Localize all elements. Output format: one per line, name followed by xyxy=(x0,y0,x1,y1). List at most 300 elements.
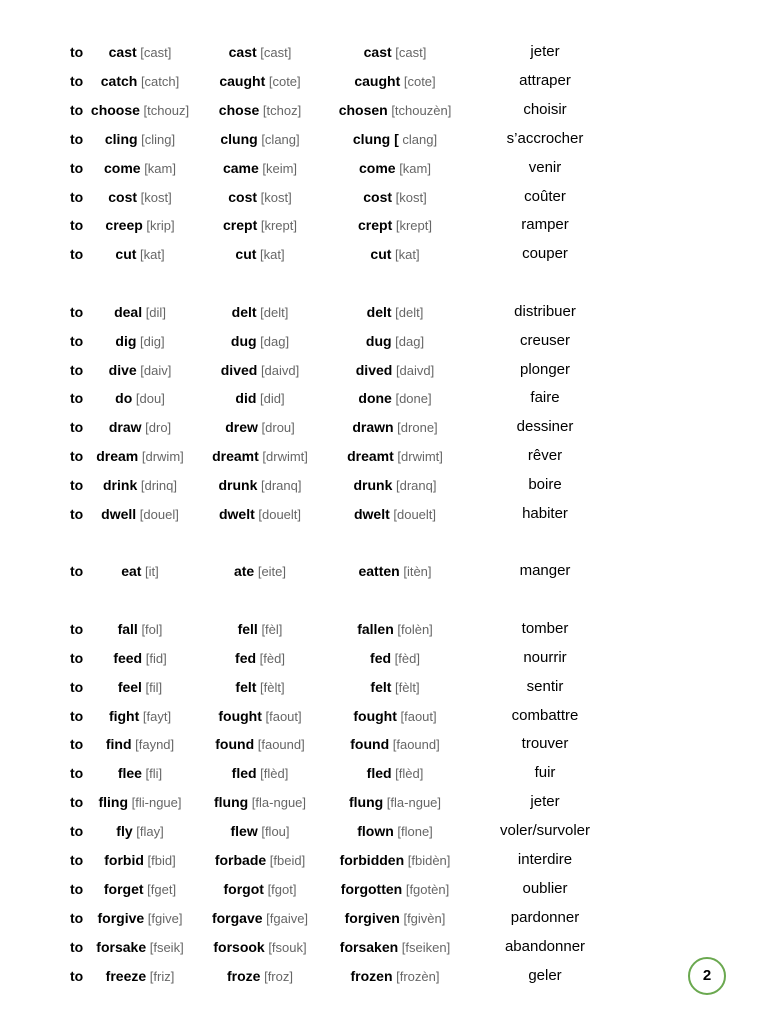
french-translation: couper xyxy=(522,245,568,263)
to-particle: to xyxy=(70,361,84,378)
french-translation: oublier xyxy=(522,879,568,897)
infinitive-phonetic: [fayt] xyxy=(139,708,172,724)
participle-word: fallen xyxy=(357,620,394,637)
past-cell xyxy=(219,475,302,496)
past-cell xyxy=(228,187,291,208)
infinitive-word: fling xyxy=(98,794,129,811)
infinitive-cell xyxy=(101,504,179,525)
page-number-badge: 2 xyxy=(688,957,726,995)
to-particle: to xyxy=(70,303,84,320)
participle-word: found xyxy=(350,736,390,753)
past-word: dived xyxy=(220,361,258,378)
verb-row xyxy=(0,417,768,437)
to-particle: to xyxy=(70,852,84,868)
to-particle: to xyxy=(70,823,84,840)
participle-cell xyxy=(357,821,433,842)
participle-word: dreamt xyxy=(347,448,394,465)
past-phonetic: [kat] xyxy=(256,247,285,263)
verb-row xyxy=(0,42,768,62)
infinitive-word: feel xyxy=(117,678,142,695)
participle-phonetic: [tchouzèn] xyxy=(387,102,452,118)
infinitive-word: do xyxy=(115,390,133,407)
infinitive-phonetic: [kat] xyxy=(136,247,165,263)
infinitive-phonetic: [fseik] xyxy=(146,939,184,955)
infinitive-cell xyxy=(96,446,184,467)
participle-phonetic: [dag] xyxy=(391,333,425,349)
infinitive-cell xyxy=(109,360,172,381)
infinitive-word: feed xyxy=(113,649,143,666)
participle-word: clung [ xyxy=(352,130,399,147)
french-translation: distribuer xyxy=(514,302,576,320)
past-word: delt xyxy=(231,303,257,320)
past-cell xyxy=(219,504,301,525)
infinitive-phonetic: [fli] xyxy=(141,766,163,782)
infinitive-word: fly xyxy=(116,823,133,840)
french-translation: dessiner xyxy=(516,418,574,436)
participle-cell xyxy=(353,706,436,727)
infinitive-cell xyxy=(96,937,183,958)
infinitive-cell xyxy=(101,71,180,92)
participle-word: done xyxy=(358,390,392,407)
french-translation: attraper xyxy=(519,71,571,89)
french-translation: fuir xyxy=(534,764,556,782)
past-word: forbade xyxy=(214,852,267,868)
participle-word: forgotten xyxy=(340,880,403,897)
past-word: crept xyxy=(223,217,258,234)
past-cell xyxy=(215,850,305,871)
infinitive-phonetic: [daiv] xyxy=(136,362,172,378)
participle-phonetic: [faout] xyxy=(396,708,437,724)
participle-phonetic: [dranq] xyxy=(392,478,437,494)
participle-cell xyxy=(340,850,451,871)
infinitive-cell xyxy=(109,417,171,438)
infinitive-word: find xyxy=(105,736,132,753)
past-cell xyxy=(238,619,283,640)
infinitive-phonetic: [kam] xyxy=(140,160,176,176)
past-word: drew xyxy=(225,419,258,436)
past-phonetic: [flèd] xyxy=(256,766,289,782)
infinitive-cell xyxy=(116,821,163,842)
participle-phonetic: [cast] xyxy=(391,45,427,60)
infinitive-cell xyxy=(103,475,177,496)
infinitive-phonetic: [fli-ngue] xyxy=(128,795,182,811)
verb-row xyxy=(0,706,768,726)
french-translation: boire xyxy=(528,476,562,494)
past-word: dug xyxy=(230,332,257,349)
french-translation: choisir xyxy=(523,100,567,118)
past-cell xyxy=(229,42,292,63)
infinitive-phonetic: [faynd] xyxy=(131,737,175,753)
participle-phonetic: [itèn] xyxy=(399,564,432,580)
past-cell xyxy=(218,706,301,727)
participle-phonetic: [kam] xyxy=(395,160,431,176)
to-particle: to xyxy=(70,880,84,897)
past-word: fought xyxy=(218,707,262,724)
participle-word: come xyxy=(359,159,396,176)
infinitive-phonetic: [fgive] xyxy=(144,910,183,926)
french-translation: combattre xyxy=(511,706,579,724)
past-phonetic: [fgaive] xyxy=(262,910,309,926)
past-word: chose xyxy=(218,101,260,118)
past-word: dreamt xyxy=(212,448,259,465)
past-cell xyxy=(219,100,301,121)
french-translation: manger xyxy=(519,562,571,580)
past-cell xyxy=(230,821,289,842)
participle-word: frozen xyxy=(350,967,393,984)
participle-cell xyxy=(341,879,449,900)
participle-phonetic: [flone] xyxy=(393,824,433,840)
to-particle: to xyxy=(70,101,84,118)
past-cell xyxy=(212,908,308,929)
participle-word: felt xyxy=(370,678,392,695)
verb-row xyxy=(0,302,768,322)
past-word: clung xyxy=(220,130,258,147)
past-phonetic: [tchoz] xyxy=(259,102,302,118)
participle-cell xyxy=(367,302,424,323)
past-phonetic: [dranq] xyxy=(257,478,302,494)
infinitive-word: choose xyxy=(90,101,140,118)
participle-phonetic: [folèn] xyxy=(393,621,433,637)
participle-phonetic: [flèd] xyxy=(391,766,424,782)
past-cell xyxy=(223,215,297,236)
participle-word: forgiven xyxy=(344,909,400,926)
past-cell xyxy=(221,360,300,381)
participle-word: flung xyxy=(348,794,384,811)
infinitive-cell xyxy=(98,792,181,813)
infinitive-word: flee xyxy=(117,765,142,782)
past-word: felt xyxy=(235,678,257,695)
infinitive-phonetic: [it] xyxy=(141,564,159,580)
past-word: cost xyxy=(228,188,258,205)
participle-cell xyxy=(354,475,437,496)
participle-cell xyxy=(358,215,432,236)
infinitive-cell xyxy=(104,850,175,871)
past-word: froze xyxy=(227,967,261,984)
participle-word: eatten xyxy=(358,563,400,580)
past-phonetic: [clang] xyxy=(257,131,300,147)
to-particle: to xyxy=(70,563,84,580)
past-word: fled xyxy=(231,765,257,782)
participle-cell xyxy=(366,331,424,352)
past-cell xyxy=(231,331,289,352)
verb-row xyxy=(0,908,768,928)
participle-word: cost xyxy=(363,188,393,205)
to-particle: to xyxy=(70,246,84,263)
past-cell xyxy=(219,71,300,92)
french-translation: ramper xyxy=(521,216,569,234)
verb-row xyxy=(0,244,768,264)
to-particle: to xyxy=(70,736,84,753)
past-phonetic: [drwimt] xyxy=(258,449,308,465)
past-word: forgave xyxy=(211,909,263,926)
past-phonetic: [fgot] xyxy=(263,881,297,897)
infinitive-cell xyxy=(98,908,183,929)
past-word: cast xyxy=(228,44,257,60)
infinitive-word: catch xyxy=(100,72,138,89)
participle-word: dwelt xyxy=(353,506,390,522)
participle-cell xyxy=(350,734,439,755)
past-word: dwelt xyxy=(218,506,255,522)
infinitive-phonetic: [cast] xyxy=(136,45,172,60)
participle-cell xyxy=(352,417,437,438)
past-cell xyxy=(232,763,289,784)
participle-cell xyxy=(363,187,426,208)
past-word: drunk xyxy=(218,477,258,494)
to-particle: to xyxy=(70,44,84,60)
infinitive-phonetic: [flay] xyxy=(132,824,164,840)
past-phonetic: [delt] xyxy=(256,304,289,320)
participle-phonetic: [fbidèn] xyxy=(404,853,451,868)
to-particle: to xyxy=(70,707,84,724)
participle-cell xyxy=(339,100,452,121)
to-particle: to xyxy=(70,477,84,494)
infinitive-phonetic: [dro] xyxy=(141,420,172,436)
infinitive-cell xyxy=(109,42,172,63)
participle-phonetic: [delt] xyxy=(391,304,424,320)
infinitive-word: forgive xyxy=(97,909,145,926)
to-particle: to xyxy=(70,217,84,234)
participle-phonetic: [kost] xyxy=(392,189,427,205)
past-cell xyxy=(213,937,306,958)
infinitive-word: freeze xyxy=(105,967,147,984)
infinitive-phonetic: [tchouz] xyxy=(139,102,190,118)
participle-phonetic: [fèlt] xyxy=(391,679,420,695)
participle-word: cast xyxy=(363,44,392,60)
participle-cell xyxy=(356,360,435,381)
french-translation: trouver xyxy=(521,735,569,753)
infinitive-cell xyxy=(118,677,162,698)
past-phonetic: [dag] xyxy=(256,333,290,349)
infinitive-word: drink xyxy=(103,477,138,494)
infinitive-cell xyxy=(115,388,165,409)
infinitive-phonetic: [friz] xyxy=(146,968,175,984)
participle-word: dived xyxy=(355,361,393,378)
participle-cell xyxy=(347,446,443,467)
verb-row xyxy=(0,388,768,408)
participle-cell xyxy=(345,908,446,929)
participle-word: cut xyxy=(370,246,392,263)
to-particle: to xyxy=(70,72,84,89)
past-phonetic: [douelt] xyxy=(254,507,302,522)
french-translation: geler xyxy=(528,966,562,984)
participle-phonetic: [drwimt] xyxy=(393,449,443,465)
participle-phonetic: [drone] xyxy=(393,420,438,436)
infinitive-word: cost xyxy=(108,188,138,205)
past-phonetic: [flou] xyxy=(257,824,290,840)
infinitive-phonetic: [krip] xyxy=(142,218,175,234)
french-translation: interdire xyxy=(517,851,573,868)
infinitive-word: forget xyxy=(103,880,144,897)
participle-phonetic: [douelt] xyxy=(389,507,437,522)
participle-cell xyxy=(359,158,431,179)
participle-cell xyxy=(370,677,419,698)
participle-cell xyxy=(349,792,441,813)
past-word: fell xyxy=(237,620,258,637)
participle-phonetic: [fseiken] xyxy=(398,939,451,955)
verb-row xyxy=(0,331,768,351)
past-word: did xyxy=(235,390,257,407)
infinitive-word: forsake xyxy=(96,938,147,955)
past-phonetic: [fbeid] xyxy=(266,853,306,868)
past-word: flew xyxy=(230,823,258,840)
infinitive-cell xyxy=(113,648,166,669)
verb-row xyxy=(0,187,768,207)
past-phonetic: [krept] xyxy=(257,218,297,234)
infinitive-word: cut xyxy=(115,246,137,263)
infinitive-phonetic: [drinq] xyxy=(137,478,177,494)
infinitive-word: dwell xyxy=(101,506,137,522)
infinitive-cell xyxy=(118,763,162,784)
infinitive-cell xyxy=(105,129,175,150)
infinitive-cell xyxy=(91,100,189,121)
to-particle: to xyxy=(70,188,84,205)
french-translation: s’accrocher xyxy=(506,129,584,147)
past-word: found xyxy=(215,736,255,753)
participle-phonetic: [fgivèn] xyxy=(399,910,446,926)
past-word: caught xyxy=(219,72,266,89)
verb-row xyxy=(0,619,768,639)
to-particle: to xyxy=(70,419,84,436)
infinitive-phonetic: [fol] xyxy=(137,621,163,637)
participle-phonetic: [krept] xyxy=(392,218,432,234)
participle-word: fed xyxy=(370,649,392,666)
infinitive-word: eat xyxy=(121,563,142,580)
past-cell xyxy=(214,792,306,813)
verb-row xyxy=(0,792,768,812)
infinitive-word: dive xyxy=(108,361,137,378)
participle-phonetic: [daivd] xyxy=(392,362,435,378)
participle-phonetic: clang] xyxy=(398,131,438,147)
past-cell xyxy=(215,734,304,755)
to-particle: to xyxy=(70,159,84,176)
verb-row xyxy=(0,966,768,986)
participle-cell xyxy=(351,966,440,987)
infinitive-phonetic: [catch] xyxy=(137,73,180,89)
to-particle: to xyxy=(70,794,84,811)
past-phonetic: [did] xyxy=(256,391,285,407)
to-particle: to xyxy=(70,765,84,782)
past-cell xyxy=(232,302,289,323)
past-phonetic: [kost] xyxy=(257,189,292,205)
verb-row xyxy=(0,360,768,380)
infinitive-phonetic: [fil] xyxy=(141,679,163,695)
verb-row xyxy=(0,850,768,870)
infinitive-phonetic: [douel] xyxy=(136,507,179,522)
participle-word: forsaken xyxy=(339,938,399,955)
past-phonetic: [daivd] xyxy=(257,362,300,378)
to-particle: to xyxy=(70,649,84,666)
past-phonetic: [fèd] xyxy=(256,650,285,666)
participle-phonetic: [kat] xyxy=(391,247,420,263)
infinitive-word: cast xyxy=(108,44,137,60)
infinitive-cell xyxy=(105,215,174,236)
participle-cell xyxy=(353,129,437,150)
verb-row xyxy=(0,937,768,957)
french-translation: coûter xyxy=(524,187,566,205)
infinitive-phonetic: [drwim] xyxy=(138,449,184,465)
french-translation: jeter xyxy=(530,43,560,60)
infinitive-word: deal xyxy=(114,303,143,320)
infinitive-cell xyxy=(115,244,164,265)
past-cell xyxy=(234,561,286,582)
past-phonetic: [keim] xyxy=(258,160,298,176)
infinitive-cell xyxy=(109,706,171,727)
infinitive-cell xyxy=(104,879,176,900)
participle-cell xyxy=(357,619,433,640)
participle-word: forbidden xyxy=(339,852,405,868)
infinitive-phonetic: [kost] xyxy=(137,189,172,205)
past-cell xyxy=(235,388,284,409)
to-particle: to xyxy=(70,506,84,522)
past-cell xyxy=(227,966,293,987)
past-phonetic: [fèl] xyxy=(257,621,283,637)
french-translation: creuser xyxy=(519,331,571,349)
to-particle: to xyxy=(70,938,84,955)
to-particle: to xyxy=(70,967,84,984)
past-phonetic: [faound] xyxy=(254,737,305,753)
past-cell xyxy=(220,129,299,150)
participle-word: delt xyxy=(366,303,392,320)
verb-row xyxy=(0,100,768,120)
infinitive-phonetic: [dil] xyxy=(142,304,166,320)
participle-phonetic: [frozèn] xyxy=(392,968,440,984)
past-cell xyxy=(223,158,297,179)
past-word: cut xyxy=(235,246,257,263)
infinitive-phonetic: [dou] xyxy=(132,391,165,407)
participle-cell xyxy=(367,763,424,784)
past-cell xyxy=(235,244,284,265)
to-particle: to xyxy=(70,620,84,637)
infinitive-phonetic: [dig] xyxy=(136,333,165,349)
infinitive-word: come xyxy=(104,159,141,176)
infinitive-word: forbid xyxy=(104,852,144,868)
past-word: fed xyxy=(235,649,257,666)
participle-phonetic: [cote] xyxy=(400,73,436,89)
participle-cell xyxy=(364,42,427,63)
to-particle: to xyxy=(70,390,84,407)
participle-phonetic: [fla-ngue] xyxy=(383,795,442,811)
infinitive-word: cling xyxy=(104,130,138,147)
verb-row xyxy=(0,734,768,754)
to-particle: to xyxy=(70,909,84,926)
participle-word: drunk xyxy=(353,477,393,494)
french-translation: abandonner xyxy=(504,937,586,955)
infinitive-cell xyxy=(115,331,164,352)
past-phonetic: [froz] xyxy=(260,968,293,984)
past-word: forsook xyxy=(213,938,265,955)
to-particle: to xyxy=(70,678,84,695)
past-phonetic: [faout] xyxy=(261,708,302,724)
infinitive-phonetic: [fbid] xyxy=(143,853,176,868)
verb-row xyxy=(0,821,768,841)
participle-word: chosen xyxy=(338,101,388,118)
participle-word: fought xyxy=(353,707,397,724)
infinitive-cell xyxy=(118,619,163,640)
past-word: forgot xyxy=(223,880,264,897)
french-translation: sentir xyxy=(526,677,564,695)
participle-phonetic: [faound] xyxy=(389,737,440,753)
infinitive-word: dig xyxy=(115,332,137,349)
french-translation: voler/survoler xyxy=(499,822,591,840)
past-phonetic: [fsouk] xyxy=(264,939,307,955)
to-particle: to xyxy=(70,332,84,349)
infinitive-phonetic: [fget] xyxy=(143,881,177,897)
participle-phonetic: [fgotèn] xyxy=(402,881,450,897)
participle-word: caught xyxy=(354,72,401,89)
participle-word: crept xyxy=(358,217,393,234)
participle-word: flown xyxy=(357,823,394,840)
participle-word: dug xyxy=(365,332,392,349)
